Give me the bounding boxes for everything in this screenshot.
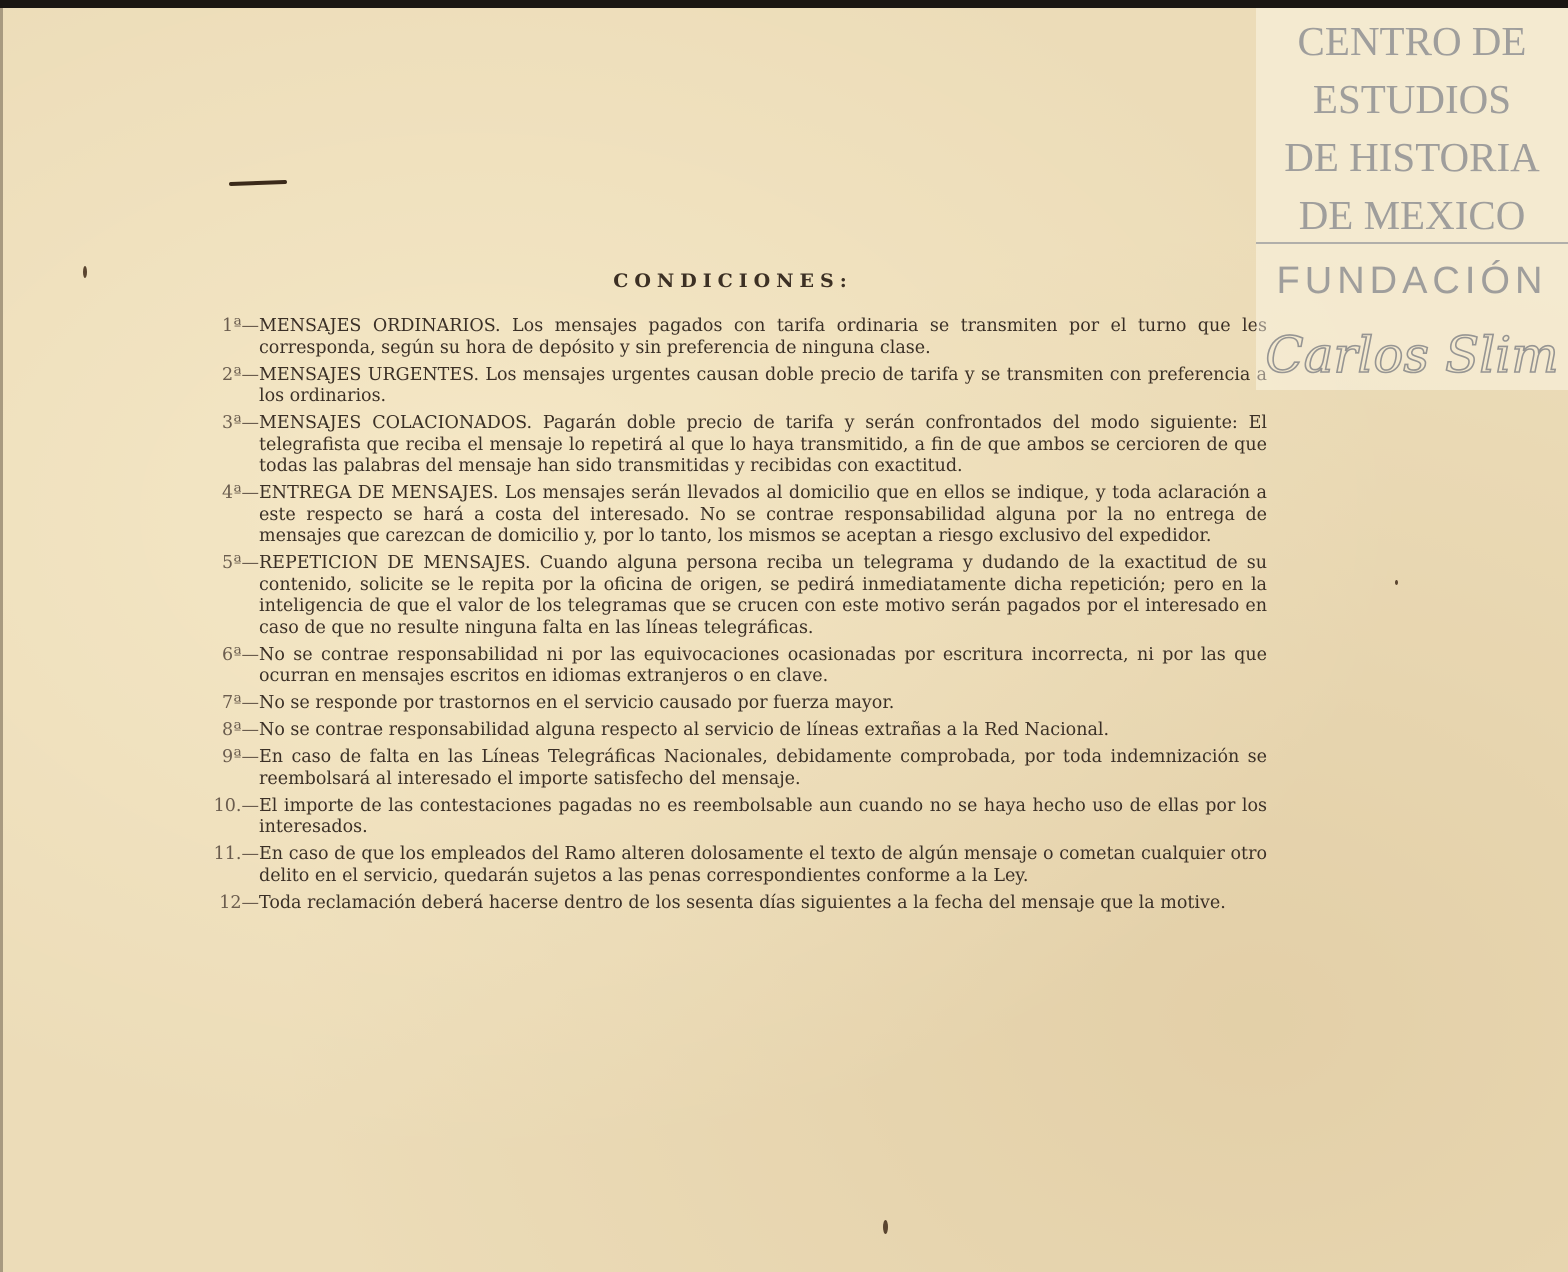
condition-text: MENSAJES ORDINARIOS. Los mensajes pagados con tarifa ordinaria se transmiten por el turno que les corresponda, según su hora de depósito y sin preferencia de ninguna clase. (259, 316, 1267, 358)
condition-number: 8ª— (222, 720, 259, 740)
signature-logo (1262, 314, 1562, 394)
condition-text: En caso de falta en las Líneas Telegráficas Nacionales, debidamente comprobada, por toda indemnización se reembolsará al interesado el importe satisfecho del mensaje. (259, 747, 1267, 789)
condition-number: 3ª— (222, 413, 259, 433)
condition-text: REPETICION DE MENSAJES. Cuando alguna persona reciba un telegrama y dudando de la exactitud de su contenido, solicite se le repita por la oficina de origen, se pedirá inmediatamente dicha repetición; pero en la inteligencia de que el valor de los telegramas que se crucen con este motivo serán pagados por el interesado en caso de que no resulte ninguna falta en las líneas telegráficas. (259, 553, 1267, 638)
conditions-heading: CONDICIONES: (613, 270, 853, 292)
watermark-divider (1256, 242, 1568, 244)
condition-number: 12— (219, 892, 259, 913)
condition-number: 4ª— (222, 483, 259, 503)
condition-text: No se contrae responsabilidad alguna respecto al servicio de líneas extrañas a la Red Nacional. (259, 720, 1110, 740)
condition-item (203, 553, 1267, 639)
condition-item (203, 316, 1267, 359)
watermark-line: ESTUDIOS (1312, 76, 1512, 122)
watermark-foundation: FUNDACIÓN (1276, 260, 1548, 302)
condition-item (203, 645, 1267, 688)
ink-speck (883, 1220, 888, 1234)
ink-dash-mark (229, 180, 287, 186)
condition-number: 6ª— (222, 644, 259, 665)
condition-text: MENSAJES URGENTES. Los mensajes urgentes causan doble precio de tarifa y se transmiten con preferencia a los ordinarios. (259, 364, 1267, 406)
condition-number: 9ª— (222, 747, 259, 767)
condition-item (203, 747, 1267, 790)
condition-number: 1ª— (222, 316, 259, 336)
condition-number: 11.— (213, 844, 259, 864)
ink-speck (1395, 580, 1398, 585)
conditions-list (203, 316, 1267, 920)
condition-item (203, 893, 1267, 915)
condition-text: No se responde por trastornos en el servicio causado por fuerza mayor. (259, 693, 895, 713)
condition-item (203, 365, 1267, 408)
condition-text: ENTREGA DE MENSAJES. Los mensajes serán llevados al domicilio que en ellos se indique, y toda aclaración a este respecto se hará a costa del interesado. No se contrae responsabilidad alguna por la no entrega de mensajes que carezcan de domicilio y, por lo tanto, los mismos se aceptan a riesgo exclusivo del expedidor. (259, 483, 1267, 546)
watermark-line: DE MEXICO (1298, 192, 1526, 238)
watermark-line: DE HISTORIA (1284, 134, 1540, 180)
watermark-line: CENTRO DE (1297, 18, 1527, 64)
condition-number: 5ª— (222, 553, 259, 573)
condition-text: En caso de que los empleados del Ramo alteren dolosamente el texto de algún mensaje o cometan cualquier otro delito en el servicio, quedarán sujetos a las penas correspondientes conforme a la Ley. (259, 844, 1267, 886)
condition-item (203, 413, 1267, 478)
condition-item (203, 720, 1267, 742)
condition-text: Toda reclamación deberá hacerse dentro de los sesenta días siguientes a la fecha del mensaje que la motive. (259, 892, 1226, 913)
condition-text: No se contrae responsabilidad ni por las equivocaciones ocasionadas por escritura incorrecta, ni por las que ocurran en mensajes escritos en idiomas extranjeros o en clave. (259, 644, 1267, 686)
condition-item (203, 844, 1267, 887)
condition-number: 10.— (213, 795, 259, 816)
condition-text: El importe de las contestaciones pagadas no es reembolsable aun cuando no se haya hecho uso de ellas por los interesados. (259, 795, 1267, 837)
archive-watermark (1256, 8, 1568, 390)
condition-number: 7ª— (222, 693, 259, 713)
condition-item (203, 796, 1267, 839)
ink-speck (83, 266, 87, 278)
condition-text: MENSAJES COLACIONADOS. Pagarán doble precio de tarifa y serán confrontados del modo siguiente: El telegrafista que reciba el mensaje lo repetirá al que lo haya transmitido, a fin de que ambos se cercioren de que todas las palabras del mensaje han sido transmitidas y recibidas con exactitud. (259, 413, 1267, 476)
condition-item (203, 483, 1267, 548)
condition-item (203, 693, 1267, 715)
condition-number: 2ª— (222, 364, 259, 385)
signature-text: Carlos Slim (1265, 326, 1559, 384)
